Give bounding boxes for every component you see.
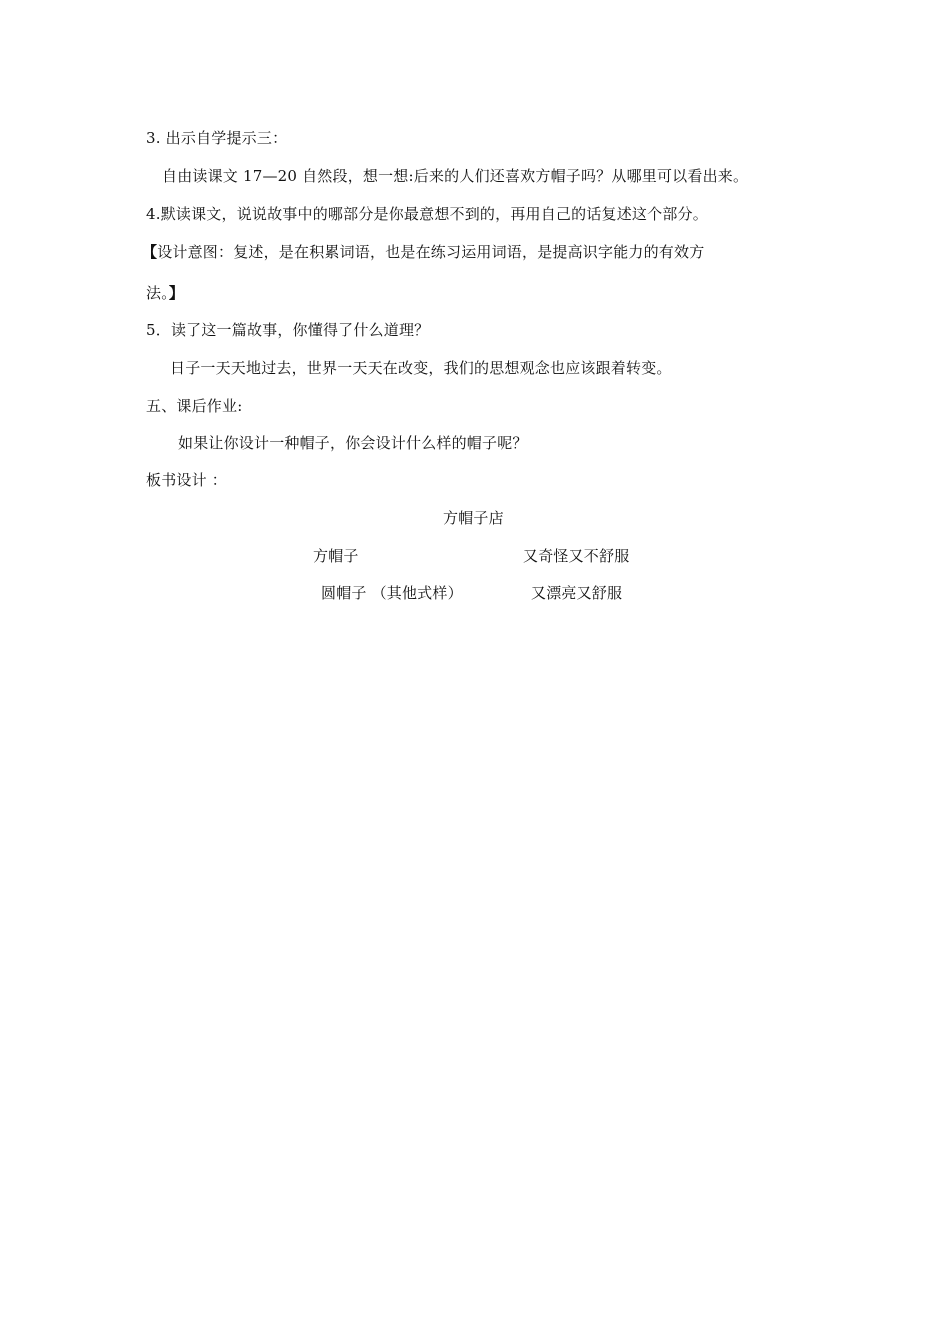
design-intent-end: 法。: [146, 284, 169, 302]
board-row2-left: 圆帽子 （其他式样）: [321, 584, 463, 602]
step5-heading: 5．读了这一篇故事，你懂得了什么道理？: [146, 321, 430, 339]
design-intent-line2: [146, 283, 184, 303]
step3-heading: 3. 出示自学提示三：: [146, 129, 288, 147]
board-row1-left: 方帽子: [313, 547, 359, 565]
board-row2-right: 又漂亮又舒服: [531, 584, 623, 602]
bracket-open: 【: [142, 243, 158, 261]
bracket-close: 】: [168, 284, 185, 302]
step3-body: 自由读课文 17—20 自然段，想一想:后来的人们还喜欢方帽子吗？从哪里可以看出来。: [162, 167, 749, 185]
section5-heading: 五、课后作业:: [146, 397, 243, 415]
design-intent-text: 设计意图：复述，是在积累词语，也是在练习运用词语，是提高识字能力的有效方: [157, 243, 705, 261]
board-label: 板书设计 ：: [146, 471, 227, 489]
step4-text: 4.默读课文，说说故事中的哪部分是你最意想不到的，再用自己的话复述这个部分。: [146, 205, 708, 223]
design-intent-line1: [142, 242, 704, 262]
board-title: 方帽子店: [443, 509, 504, 527]
board-row1-right: 又奇怪又不舒服: [523, 547, 630, 565]
homework-body: 如果让你设计一种帽子，你会设计什么样的帽子呢？: [178, 434, 528, 452]
step5-body: 日子一天天地过去，世界一天天在改变，我们的思想观念也应该跟着转变。: [170, 359, 672, 377]
